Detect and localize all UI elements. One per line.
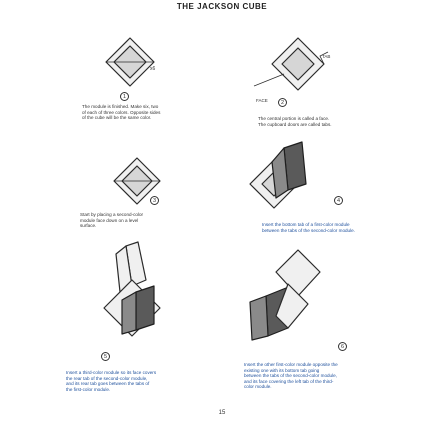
step-2-number: 2 bbox=[278, 98, 287, 107]
step-2-module-diagram bbox=[250, 34, 330, 100]
step-1-quantity-label: x6 bbox=[150, 66, 156, 72]
step-3-number: 3 bbox=[150, 196, 159, 205]
step-6-caption: Insert the other first-color module opposite the existing one with its bottom tab going between the tabs of the second-color module, and its face covering the left tab of the third- color module. bbox=[244, 362, 338, 390]
step-4-assembly-diagram bbox=[240, 140, 320, 220]
step-6-number: 6 bbox=[338, 342, 347, 351]
page-title: THE JACKSON CUBE bbox=[176, 2, 268, 11]
step-2-face-label: FACE bbox=[256, 98, 268, 103]
step-2-tab-label: TAB bbox=[322, 54, 331, 59]
step-3-caption: Start by placing a second-color module face down on a level surface. bbox=[80, 212, 144, 229]
step-5-assembly-diagram bbox=[92, 240, 182, 340]
step-5-number: 5 bbox=[101, 352, 110, 361]
step-1-number: 1 bbox=[120, 92, 129, 101]
step-5-caption: Insert a third-color module so its face covers the rear tab of the second-color module, and its rear tab goes between the tabs of the first-color module. bbox=[66, 370, 157, 392]
step-2-caption: The central portion is called a face. The cupboard doors are called tabs. bbox=[258, 116, 332, 127]
step-6-assembly-diagram bbox=[236, 244, 326, 344]
step-4-caption: Insert the bottom tab of a first-color module between the tabs of the second-color module. bbox=[262, 222, 355, 233]
page-number: 15 bbox=[218, 410, 226, 416]
step-1-caption: The module is finished. Make six, two of each of three colors. Opposite sides of the cube will be the same color. bbox=[82, 104, 161, 121]
step-4-number: 4 bbox=[334, 196, 343, 205]
step-1-module-diagram bbox=[100, 34, 160, 94]
